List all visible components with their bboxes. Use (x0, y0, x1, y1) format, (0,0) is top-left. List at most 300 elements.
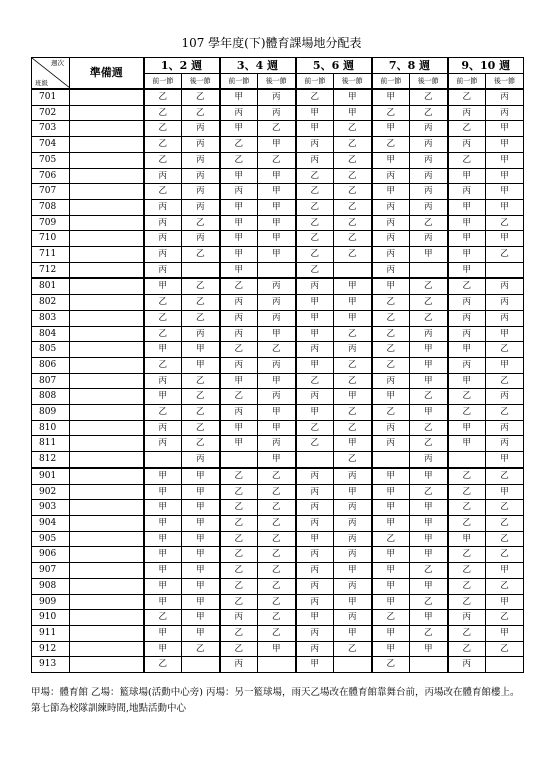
venue-cell: 乙 (144, 105, 182, 121)
table-row (32, 89, 524, 105)
venue-cell: 甲 (372, 152, 410, 168)
venue-cell: 甲 (258, 184, 296, 200)
venue-cell: 乙 (220, 515, 258, 531)
venue-cell: 丙 (486, 105, 524, 121)
venue-cell: 甲 (448, 168, 486, 184)
venue-cell: 乙 (182, 295, 220, 311)
prep-week-cell (70, 357, 144, 373)
venue-cell (334, 262, 372, 278)
prep-week-cell (70, 184, 144, 200)
venue-cell: 甲 (258, 199, 296, 215)
venue-cell: 乙 (182, 405, 220, 421)
venue-cell: 丙 (372, 168, 410, 184)
venue-cell: 丙 (372, 436, 410, 452)
venue-cell: 丙 (486, 420, 524, 436)
venue-cell: 乙 (448, 625, 486, 641)
venue-cell: 甲 (220, 373, 258, 389)
venue-cell: 甲 (220, 215, 258, 231)
prep-week-cell (70, 121, 144, 137)
venue-cell: 甲 (334, 278, 372, 294)
prep-week-cell (70, 468, 144, 484)
venue-cell: 乙 (220, 578, 258, 594)
venue-cell: 乙 (334, 452, 372, 468)
venue-cell: 乙 (258, 625, 296, 641)
venue-cell: 甲 (334, 625, 372, 641)
prep-week-cell (70, 373, 144, 389)
prep-week-cell (70, 342, 144, 358)
venue-cell: 乙 (258, 594, 296, 610)
venue-cell: 丙 (372, 231, 410, 247)
venue-cell: 甲 (258, 420, 296, 436)
venue-cell: 丙 (296, 152, 334, 168)
table-row (32, 168, 524, 184)
class-number: 709 (32, 215, 70, 231)
venue-cell: 甲 (182, 468, 220, 484)
venue-cell: 丙 (372, 199, 410, 215)
prep-week-cell (70, 389, 144, 405)
venue-cell: 乙 (144, 310, 182, 326)
venue-cell: 甲 (220, 121, 258, 137)
venue-cell: 甲 (334, 389, 372, 405)
prep-week-cell (70, 610, 144, 626)
venue-cell: 丙 (448, 184, 486, 200)
venue-cell: 乙 (220, 500, 258, 516)
venue-cell: 乙 (410, 484, 448, 500)
venue-cell: 乙 (448, 389, 486, 405)
venue-cell: 乙 (220, 641, 258, 657)
venue-cell: 乙 (144, 295, 182, 311)
venue-cell: 甲 (372, 641, 410, 657)
venue-cell: 乙 (144, 610, 182, 626)
venue-cell: 甲 (448, 373, 486, 389)
prep-week-cell (70, 326, 144, 342)
venue-cell: 甲 (144, 625, 182, 641)
table-row (32, 295, 524, 311)
venue-cell: 甲 (410, 342, 448, 358)
table-row (32, 405, 524, 421)
venue-cell: 乙 (258, 578, 296, 594)
venue-cell: 甲 (372, 389, 410, 405)
venue-cell: 甲 (410, 373, 448, 389)
venue-cell: 乙 (448, 500, 486, 516)
venue-cell: 甲 (144, 515, 182, 531)
venue-cell: 甲 (448, 215, 486, 231)
venue-cell: 丙 (182, 452, 220, 468)
table-row (32, 420, 524, 436)
venue-cell: 甲 (334, 89, 372, 105)
period-header: 前一節 (372, 74, 410, 90)
table-row (32, 121, 524, 137)
venue-cell: 乙 (220, 547, 258, 563)
prep-week-cell (70, 436, 144, 452)
venue-cell: 丙 (296, 563, 334, 579)
class-number: 705 (32, 152, 70, 168)
venue-cell: 甲 (486, 357, 524, 373)
venue-cell: 甲 (220, 420, 258, 436)
venue-cell: 丙 (258, 105, 296, 121)
venue-cell: 甲 (220, 247, 258, 263)
venue-cell: 乙 (334, 121, 372, 137)
venue-cell: 甲 (486, 152, 524, 168)
venue-cell: 丙 (258, 389, 296, 405)
prep-week-cell (70, 278, 144, 294)
venue-cell: 乙 (144, 326, 182, 342)
venue-cell: 乙 (220, 152, 258, 168)
class-number: 806 (32, 357, 70, 373)
venue-cell: 丙 (296, 641, 334, 657)
venue-cell: 乙 (182, 105, 220, 121)
venue-cell: 乙 (334, 199, 372, 215)
venue-cell: 甲 (486, 484, 524, 500)
venue-cell: 丙 (220, 326, 258, 342)
venue-cell: 乙 (372, 531, 410, 547)
venue-cell: 乙 (334, 405, 372, 421)
venue-cell: 乙 (258, 500, 296, 516)
venue-cell: 乙 (258, 484, 296, 500)
venue-cell: 丙 (144, 373, 182, 389)
venue-cell: 甲 (182, 531, 220, 547)
class-number: 908 (32, 578, 70, 594)
venue-cell: 乙 (486, 547, 524, 563)
venue-cell: 甲 (448, 420, 486, 436)
venue-cell: 甲 (448, 531, 486, 547)
venue-cell: 甲 (296, 121, 334, 137)
venue-cell: 甲 (220, 436, 258, 452)
venue-cell: 乙 (258, 531, 296, 547)
venue-cell: 甲 (372, 278, 410, 294)
venue-cell: 甲 (258, 168, 296, 184)
venue-cell: 丙 (410, 168, 448, 184)
venue-cell: 丙 (448, 357, 486, 373)
table-row (32, 215, 524, 231)
venue-cell: 丙 (372, 420, 410, 436)
venue-cell: 丙 (410, 199, 448, 215)
venue-cell: 乙 (296, 89, 334, 105)
venue-cell: 甲 (334, 594, 372, 610)
venue-cell: 乙 (220, 342, 258, 358)
class-number: 812 (32, 452, 70, 468)
venue-cell: 甲 (258, 373, 296, 389)
venue-cell: 甲 (144, 389, 182, 405)
venue-cell: 乙 (182, 89, 220, 105)
venue-cell: 甲 (182, 357, 220, 373)
venue-cell: 丙 (486, 389, 524, 405)
venue-cell: 乙 (448, 594, 486, 610)
venue-cell: 乙 (410, 295, 448, 311)
venue-cell: 乙 (448, 515, 486, 531)
venue-cell: 丙 (334, 468, 372, 484)
venue-cell: 丙 (410, 326, 448, 342)
venue-cell: 丙 (486, 310, 524, 326)
venue-cell: 甲 (258, 247, 296, 263)
venue-cell: 甲 (486, 121, 524, 137)
venue-cell: 乙 (448, 89, 486, 105)
period-header: 前一節 (296, 74, 334, 90)
prep-week-cell (70, 531, 144, 547)
venue-cell: 甲 (372, 468, 410, 484)
venue-cell: 乙 (410, 594, 448, 610)
week-header: 3、4 週 (220, 58, 296, 74)
class-number: 710 (32, 231, 70, 247)
venue-cell: 乙 (334, 168, 372, 184)
venue-cell: 丙 (296, 515, 334, 531)
venue-cell: 丙 (410, 231, 448, 247)
prep-week-cell (70, 625, 144, 641)
venue-cell: 丙 (144, 420, 182, 436)
prep-week-cell (70, 452, 144, 468)
venue-cell: 乙 (410, 310, 448, 326)
venue-cell: 乙 (258, 342, 296, 358)
venue-cell: 乙 (486, 215, 524, 231)
class-number: 910 (32, 610, 70, 626)
venue-cell: 丙 (220, 357, 258, 373)
prep-week-cell (70, 484, 144, 500)
venue-cell: 乙 (448, 152, 486, 168)
venue-cell (220, 452, 258, 468)
venue-cell: 丙 (182, 199, 220, 215)
venue-cell: 甲 (372, 578, 410, 594)
venue-cell: 乙 (144, 357, 182, 373)
venue-cell: 甲 (296, 610, 334, 626)
prep-week-header: 準備週 (70, 58, 144, 90)
class-number: 911 (32, 625, 70, 641)
venue-cell: 甲 (182, 547, 220, 563)
venue-cell: 甲 (182, 594, 220, 610)
venue-cell: 丙 (448, 295, 486, 311)
venue-cell: 甲 (144, 531, 182, 547)
venue-cell: 丙 (296, 578, 334, 594)
table-row (32, 594, 524, 610)
venue-cell: 乙 (220, 484, 258, 500)
venue-cell: 丙 (296, 278, 334, 294)
venue-cell: 甲 (372, 121, 410, 137)
venue-cell: 丙 (144, 262, 182, 278)
venue-cell: 丙 (448, 657, 486, 673)
venue-cell: 乙 (220, 625, 258, 641)
venue-cell: 甲 (334, 310, 372, 326)
venue-cell: 甲 (372, 515, 410, 531)
venue-cell: 丙 (220, 184, 258, 200)
venue-cell: 乙 (372, 295, 410, 311)
venue-cell: 乙 (410, 278, 448, 294)
venue-cell: 乙 (258, 610, 296, 626)
class-number: 905 (32, 531, 70, 547)
venue-cell: 甲 (258, 231, 296, 247)
venue-cell: 乙 (448, 405, 486, 421)
venue-cell: 乙 (220, 389, 258, 405)
venue-cell: 丙 (334, 578, 372, 594)
period-header: 後一節 (410, 74, 448, 90)
venue-cell: 乙 (296, 262, 334, 278)
venue-cell: 丙 (258, 89, 296, 105)
venue-cell: 乙 (410, 105, 448, 121)
venue-cell: 甲 (372, 594, 410, 610)
venue-cell: 丙 (410, 121, 448, 137)
venue-cell: 乙 (372, 310, 410, 326)
table-row (32, 610, 524, 626)
venue-cell: 甲 (258, 452, 296, 468)
venue-cell: 乙 (372, 326, 410, 342)
venue-cell: 甲 (144, 342, 182, 358)
corner-label-class: 班級 (35, 79, 48, 87)
venue-cell: 甲 (258, 641, 296, 657)
venue-cell: 甲 (372, 184, 410, 200)
venue-cell: 丙 (334, 547, 372, 563)
class-number: 808 (32, 389, 70, 405)
week-header: 9、10 週 (448, 58, 524, 74)
venue-cell: 甲 (220, 231, 258, 247)
venue-cell: 乙 (486, 641, 524, 657)
prep-week-cell (70, 405, 144, 421)
venue-cell: 乙 (334, 247, 372, 263)
venue-cell: 乙 (486, 578, 524, 594)
class-number: 906 (32, 547, 70, 563)
venue-cell: 丙 (182, 152, 220, 168)
venue-cell: 甲 (372, 547, 410, 563)
period-header: 後一節 (486, 74, 524, 90)
venue-cell: 甲 (410, 610, 448, 626)
venue-cell: 甲 (334, 484, 372, 500)
venue-cell: 丙 (410, 452, 448, 468)
prep-week-cell (70, 247, 144, 263)
venue-cell: 丙 (486, 89, 524, 105)
venue-cell: 乙 (296, 436, 334, 452)
venue-cell: 甲 (334, 563, 372, 579)
venue-cell: 丙 (296, 342, 334, 358)
period-header: 前一節 (144, 74, 182, 90)
venue-cell: 甲 (334, 436, 372, 452)
prep-week-cell (70, 420, 144, 436)
venue-cell: 丙 (220, 657, 258, 673)
venue-cell: 丙 (182, 121, 220, 137)
venue-cell: 乙 (144, 137, 182, 153)
venue-cell: 乙 (220, 137, 258, 153)
venue-cell: 丙 (334, 342, 372, 358)
page-title: 107 學年度(下)體育課場地分配表 (181, 36, 362, 50)
table-row (32, 641, 524, 657)
venue-cell: 丙 (296, 389, 334, 405)
venue-cell: 丙 (334, 500, 372, 516)
venue-cell: 丙 (486, 295, 524, 311)
venue-cell: 乙 (486, 468, 524, 484)
table-row (32, 231, 524, 247)
corner-cell (32, 58, 70, 90)
venue-cell: 甲 (486, 625, 524, 641)
venue-cell (486, 657, 524, 673)
period-header: 後一節 (182, 74, 220, 90)
venue-cell: 乙 (448, 484, 486, 500)
table-row (32, 373, 524, 389)
prep-week-cell (70, 168, 144, 184)
venue-cell: 丙 (220, 610, 258, 626)
venue-cell: 乙 (258, 547, 296, 563)
venue-cell: 甲 (410, 578, 448, 594)
table-row (32, 657, 524, 673)
venue-cell: 甲 (448, 262, 486, 278)
prep-week-cell (70, 199, 144, 215)
venue-cell: 丙 (220, 295, 258, 311)
venue-cell: 甲 (220, 168, 258, 184)
venue-cell: 乙 (182, 278, 220, 294)
venue-cell (410, 657, 448, 673)
prep-week-cell (70, 310, 144, 326)
table-row (32, 199, 524, 215)
venue-cell: 乙 (410, 89, 448, 105)
venue-cell: 乙 (182, 310, 220, 326)
venue-cell (258, 262, 296, 278)
venue-cell: 丙 (258, 295, 296, 311)
venue-cell: 丙 (258, 310, 296, 326)
venue-cell: 丙 (220, 105, 258, 121)
venue-cell: 乙 (144, 89, 182, 105)
venue-cell: 甲 (372, 89, 410, 105)
period-header: 前一節 (220, 74, 258, 90)
venue-cell: 乙 (448, 563, 486, 579)
venue-cell: 丙 (410, 184, 448, 200)
venue-cell: 乙 (486, 247, 524, 263)
venue-cell: 甲 (296, 405, 334, 421)
venue-cell (486, 262, 524, 278)
venue-cell: 甲 (182, 342, 220, 358)
venue-cell: 乙 (334, 373, 372, 389)
table-row (32, 547, 524, 563)
table-row (32, 531, 524, 547)
venue-cell: 甲 (296, 531, 334, 547)
venue-cell: 乙 (296, 184, 334, 200)
venue-cell: 丙 (486, 436, 524, 452)
venue-cell: 乙 (410, 563, 448, 579)
venue-cell: 乙 (182, 215, 220, 231)
prep-week-cell (70, 152, 144, 168)
venue-cell: 乙 (144, 657, 182, 673)
venue-cell: 甲 (144, 500, 182, 516)
venue-cell: 甲 (486, 137, 524, 153)
week-header: 7、8 週 (372, 58, 448, 74)
venue-cell: 丙 (144, 168, 182, 184)
venue-cell: 甲 (182, 563, 220, 579)
table-row (32, 452, 524, 468)
venue-cell: 甲 (258, 326, 296, 342)
corner-label-week: 週次 (51, 59, 64, 67)
venue-cell: 乙 (486, 531, 524, 547)
venue-cell: 丙 (410, 137, 448, 153)
venue-cell: 乙 (372, 105, 410, 121)
venue-cell: 丙 (258, 436, 296, 452)
venue-cell: 甲 (144, 578, 182, 594)
venue-cell: 乙 (410, 436, 448, 452)
week-header: 5、6 週 (296, 58, 372, 74)
venue-cell (372, 452, 410, 468)
venue-cell: 甲 (410, 468, 448, 484)
venue-cell: 丙 (334, 515, 372, 531)
class-number: 712 (32, 262, 70, 278)
venue-cell: 丙 (182, 168, 220, 184)
venue-cell: 甲 (448, 231, 486, 247)
venue-cell: 甲 (334, 105, 372, 121)
class-number: 701 (32, 89, 70, 105)
venue-cell: 甲 (182, 515, 220, 531)
venue-cell: 乙 (486, 342, 524, 358)
venue-cell: 甲 (182, 610, 220, 626)
class-number: 907 (32, 563, 70, 579)
venue-cell (182, 262, 220, 278)
table-row (32, 515, 524, 531)
venue-cell: 甲 (448, 436, 486, 452)
venue-cell: 乙 (182, 641, 220, 657)
schedule-table (31, 57, 524, 673)
venue-cell: 乙 (448, 278, 486, 294)
venue-cell: 甲 (448, 199, 486, 215)
